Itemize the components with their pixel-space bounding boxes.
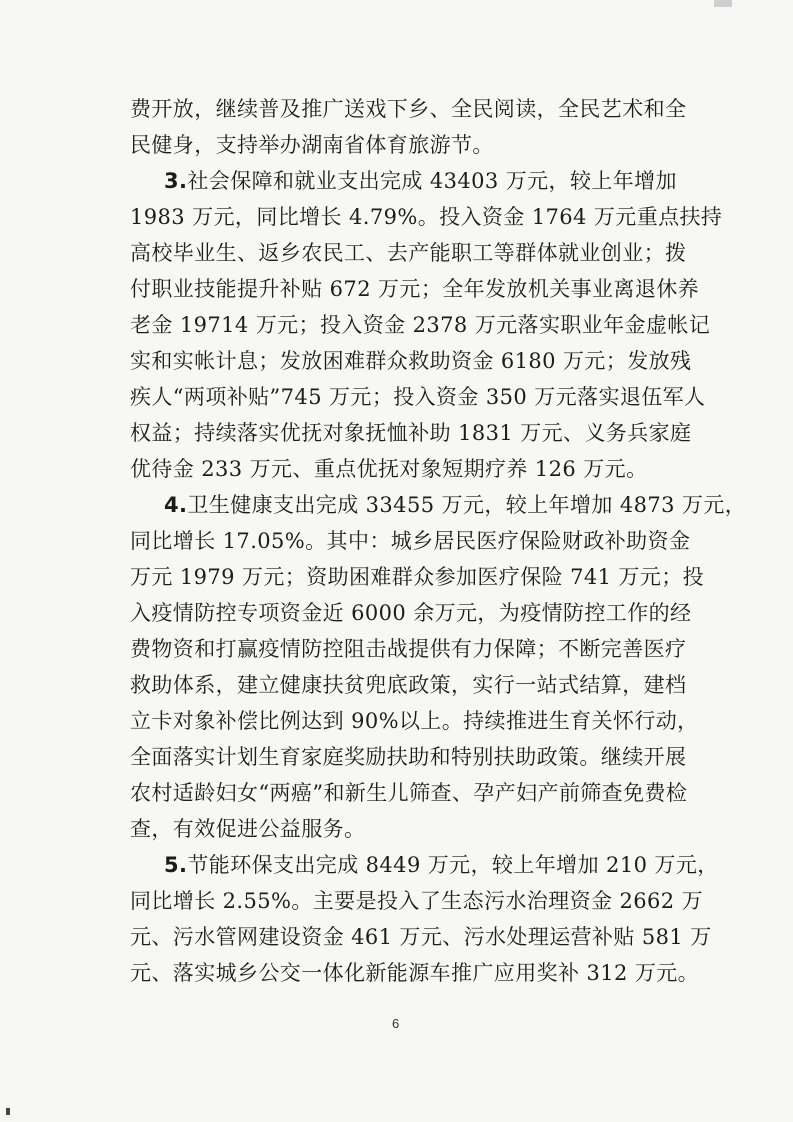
item-3-text: 社会保障和就业支出完成 43403 万元，: [187, 169, 570, 193]
item-5-heading-line: [164, 852, 719, 878]
paragraph-line: 同比增长 17.05%。其中：城乡居民医疗保险财政补助资金: [130, 529, 691, 553]
scan-artifact: [714, 0, 732, 7]
paragraph-line: 付职业技能提升补贴 672 万元；全年发放机关事业离退休养: [130, 277, 700, 301]
item-4-text: 卫生健康支出完成 33455 万元，较上年增加 4873 万元，: [187, 493, 747, 517]
paragraph-line: 万元 1979 万元；资助困难群众参加医疗保险 741 万元；投: [130, 565, 705, 589]
item-4-heading-line: [164, 492, 746, 518]
paragraph-line: 权益；持续落实优抚对象抚恤补助 1831 万元、义务兵家庭: [130, 421, 692, 445]
paragraph-line: 优待金 233 万元、重点优抚对象短期疗养 126 万元。: [130, 457, 648, 481]
paragraph-line: 费开放，继续普及推广送戏下乡、全民阅读，全民艺术和全: [130, 97, 687, 121]
paragraph-line: 同比增长 2.55%。主要是投入了生态污水治理资金 2662 万: [130, 889, 703, 913]
item-5-number: 5.: [164, 853, 188, 877]
item-3-heading-line: [164, 168, 677, 194]
item-5-text: 节能环保支出完成 8449 万元，较上年增加 210 万元，: [187, 853, 719, 877]
paragraph-line: 1983 万元，同比增长 4.79%。投入资金 1764 万元重点扶持: [130, 205, 723, 229]
item-3-number: 3.: [164, 169, 188, 193]
paragraph-line: 老金 19714 万元；投入资金 2378 万元落实职业年金虚帐记: [130, 313, 711, 337]
item-3-text-tail: 较上年增加: [569, 169, 677, 193]
paragraph-line: 费物资和打赢疫情防控阻击战提供有力保障；不断完善医疗: [130, 637, 687, 661]
paragraph-line: 疾人“两项补贴”745 万元；投入资金 350 万元落实退伍军人: [130, 385, 706, 409]
paragraph-line: 元、落实城乡公交一体化新能源车推广应用奖补 312 万元。: [130, 961, 700, 985]
page-number: 6: [392, 1016, 400, 1031]
scan-artifact: [6, 1108, 10, 1115]
paragraph-line: 元、污水管网建设资金 461 万元、污水处理运营补贴 581 万: [130, 925, 712, 949]
paragraph-line: 全面落实计划生育家庭奖励扶助和特别扶助政策。继续开展: [130, 745, 687, 769]
paragraph-line: 实和实帐计息；发放困难群众救助资金 6180 万元；发放残: [130, 349, 692, 373]
paragraph-line: 救助体系，建立健康扶贫兜底政策，实行一站式结算，建档: [130, 673, 687, 697]
paragraph-line: 高校毕业生、返乡农民工、去产能职工等群体就业创业；拨: [130, 241, 687, 265]
paragraph-line: 农村适龄妇女“两癌”和新生儿筛查、孕产妇产前筛查免费检: [130, 781, 688, 805]
paragraph-line: 入疫情防控专项资金近 6000 余万元，为疫情防控工作的经: [130, 601, 692, 625]
paragraph-line: 立卡对象补偿比例达到 90%以上。持续推进生育关怀行动，: [130, 709, 699, 733]
paragraph-line: 查，有效促进公益服务。: [130, 817, 366, 841]
paragraph-line: 民健身，支持举办湖南省体育旅游节。: [130, 133, 494, 157]
item-4-number: 4.: [164, 493, 188, 517]
